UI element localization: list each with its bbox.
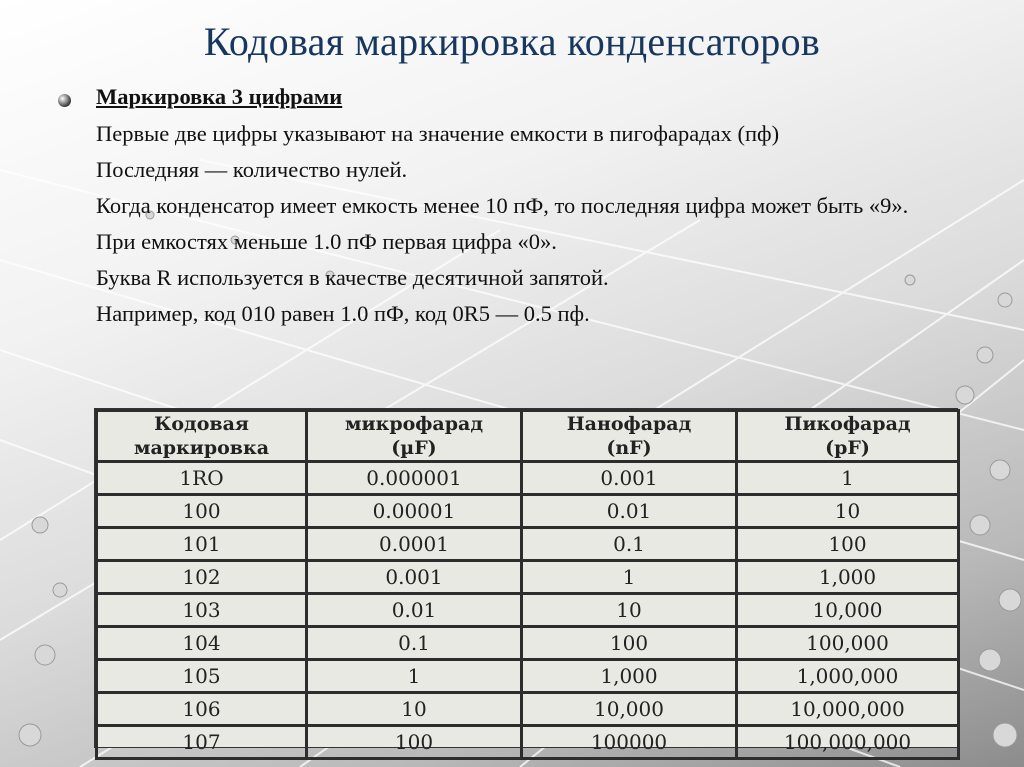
- bullet-icon: [58, 94, 71, 107]
- cell-code: 101: [97, 528, 307, 561]
- cell-code: 103: [97, 594, 307, 627]
- code-table: [95, 409, 960, 760]
- cell-picofarad: 100,000: [737, 627, 959, 660]
- header-picofarad: [737, 411, 959, 462]
- cell-nanofarad: 0.001: [522, 462, 737, 495]
- cell-picofarad: 1: [737, 462, 959, 495]
- text-content: [96, 82, 963, 336]
- cell-picofarad: 1,000: [737, 561, 959, 594]
- cell-nanofarad: 0.1: [522, 528, 737, 561]
- section-heading: [96, 82, 963, 111]
- table-row: [97, 726, 959, 759]
- header-nanofarad: [522, 411, 737, 462]
- cell-picofarad: 10,000,000: [737, 693, 959, 726]
- paragraph: Первые две цифры указывают на значение емкости в пигофарадах (пф): [96, 121, 780, 146]
- cell-microfarad: 1: [307, 660, 522, 693]
- capacitor-code-table: [94, 408, 958, 754]
- header-nanofarad-line1: Нанофарад: [566, 413, 692, 435]
- cell-microfarad: 10: [307, 693, 522, 726]
- cell-code: 102: [97, 561, 307, 594]
- cell-microfarad: 0.01: [307, 594, 522, 627]
- cell-picofarad: 100: [737, 528, 959, 561]
- header-microfarad: [307, 411, 522, 462]
- table-row: [97, 594, 959, 627]
- table-row: [97, 561, 959, 594]
- cell-picofarad: 10: [737, 495, 959, 528]
- cell-microfarad: 0.001: [307, 561, 522, 594]
- paragraph: Буква R используется в качестве десятичной запятой.: [96, 265, 609, 290]
- cell-microfarad: 0.00001: [307, 495, 522, 528]
- cell-microfarad: 100: [307, 726, 522, 759]
- cell-microfarad: 0.0001: [307, 528, 522, 561]
- cell-code: 1RO: [97, 462, 307, 495]
- header-picofarad-line1: Пикофарад: [784, 413, 911, 435]
- cell-nanofarad: 1,000: [522, 660, 737, 693]
- cell-code: 105: [97, 660, 307, 693]
- header-nanofarad-line2: (nF): [606, 437, 652, 459]
- header-code-line2: маркировка: [133, 437, 270, 459]
- cell-code: 106: [97, 693, 307, 726]
- paragraph: Последняя — количество нулей.: [96, 157, 408, 182]
- header-picofarad-line2: (pF): [825, 437, 870, 459]
- paragraph: Когда конденсатор имеет емкость менее 10 пФ, то последняя цифра может быть «9».: [96, 193, 909, 218]
- paragraph: При емкостях меньше 1.0 пФ первая цифра «0».: [96, 229, 557, 254]
- paragraph: Например, код 010 равен 1.0 пФ, код 0R5 — 0.5 пф.: [96, 301, 590, 326]
- header-microfarad-line1: микрофарад: [345, 413, 483, 435]
- cell-nanofarad: 100000: [522, 726, 737, 759]
- table-header-row: [97, 411, 959, 462]
- table-row: [97, 528, 959, 561]
- table-row: [97, 495, 959, 528]
- header-code: [97, 411, 307, 462]
- table-row: [97, 462, 959, 495]
- cell-nanofarad: 0.01: [522, 495, 737, 528]
- slide-title: Кодовая маркировка конденсаторов: [203, 19, 821, 64]
- cell-microfarad: 0.1: [307, 627, 522, 660]
- cell-code: 107: [97, 726, 307, 759]
- cell-code: 100: [97, 495, 307, 528]
- cell-nanofarad: 10,000: [522, 693, 737, 726]
- cell-microfarad: 0.000001: [307, 462, 522, 495]
- cell-code: 104: [97, 627, 307, 660]
- cell-picofarad: 100,000,000: [737, 726, 959, 759]
- table-row: [97, 693, 959, 726]
- cell-nanofarad: 100: [522, 627, 737, 660]
- section-heading-text: Маркировка 3 цифрами: [96, 84, 343, 109]
- cell-picofarad: 1,000,000: [737, 660, 959, 693]
- header-code-line1: Кодовая: [154, 413, 249, 435]
- table-row: [97, 627, 959, 660]
- table-row: [97, 660, 959, 693]
- cell-nanofarad: 10: [522, 594, 737, 627]
- cell-picofarad: 10,000: [737, 594, 959, 627]
- cell-nanofarad: 1: [522, 561, 737, 594]
- header-microfarad-line2: (µF): [391, 437, 437, 459]
